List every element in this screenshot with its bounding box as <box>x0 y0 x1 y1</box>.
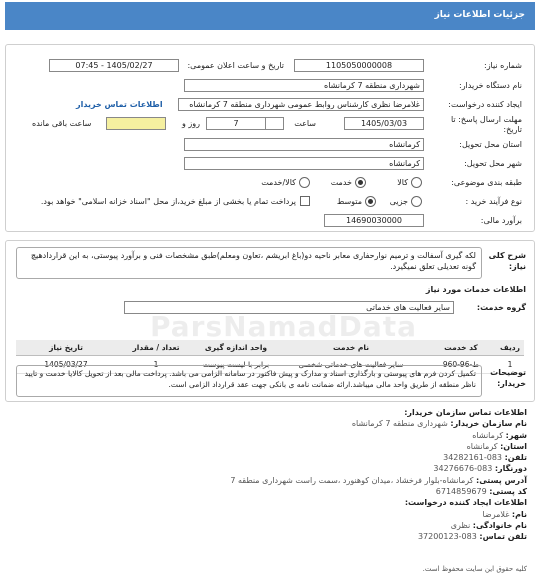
announce-date-label: تاریخ و ساعت اعلان عمومی: <box>187 61 284 70</box>
creator-last-name: نظری <box>450 520 471 530</box>
footer-copyright: کلیه حقوق این سایت محفوظ است. <box>422 565 527 573</box>
city-label: شهر محل تحویل: <box>464 159 522 168</box>
service-group-label: گروه خدمت: <box>476 303 526 312</box>
creator-first-name-label: نام: <box>511 509 527 519</box>
contact-address: کرمانشاه-بلوار فرخشاد ،میدان کوهنورد ،سمت راست شهرداری منطقه 7 <box>230 475 474 485</box>
creator-phone-label: تلفن تماس: <box>479 532 527 542</box>
contact-city-row <box>12 430 527 441</box>
watermark: ParsNamadData <box>150 310 417 343</box>
contact-info <box>12 407 527 543</box>
province-field: کرمانشاه <box>184 138 424 151</box>
procurement-radio-minor[interactable] <box>411 196 422 207</box>
creator-first-name-row <box>12 509 527 520</box>
category-radio-service[interactable] <box>355 177 366 188</box>
category-radio-goods[interactable] <box>411 177 422 188</box>
contact-phone-row <box>12 452 527 463</box>
column-header-row-number: ردیف <box>496 340 524 356</box>
need-number-field: 1105050000008 <box>294 59 424 72</box>
cell-need-date: 1405/03/27 <box>16 356 116 374</box>
time-label: ساعت <box>294 119 316 128</box>
contact-phone-label: تلفن: <box>504 453 527 463</box>
details-panel <box>5 44 535 232</box>
buyer-notes-label: توضیحات خریدار: <box>490 368 526 388</box>
category-option-goods-service: کالا/خدمت <box>261 178 296 187</box>
procurement-option-medium: متوسط <box>336 197 362 206</box>
contact-province: کرمانشاه <box>466 441 498 451</box>
description-label: شرح کلی نیاز: <box>488 251 526 271</box>
treasury-payment-checkbox[interactable] <box>300 196 310 206</box>
column-header-service-name: نام خدمت <box>276 340 426 356</box>
page-header <box>5 2 535 30</box>
buyer-org-field: شهرداری منطقه 7 کرمانشاه <box>184 79 424 92</box>
contact-org-label: نام سازمان خریدار: <box>450 419 527 429</box>
procurement-label: نوع فرآیند خرید : <box>465 197 522 206</box>
buyer-contact-link[interactable]: اطلاعات تماس خریدار <box>76 100 163 109</box>
payment-note: پرداخت تمام یا بخشی از مبلغ خرید،از محل "اسناد خزانه اسلامی" خواهد بود. <box>40 197 296 206</box>
description-box: لکه گیری آسفالت و ترمیم نوارحفاری معابر ناحیه دو(باغ ابریشم ،تعاون ومعلم)طبق مشخصات فنی و برآورد پیوستی، به این قراردادهیچ گونه تعدیلی تعلق نمیگیرد. <box>16 247 482 279</box>
cell-service-code: ط-96-960 <box>426 356 496 374</box>
contact-address-label: آدرس پستی: <box>476 475 527 485</box>
province-label: استان محل تحویل: <box>459 140 522 149</box>
column-header-need-date: تاریخ نیاز <box>16 340 116 356</box>
remaining-label: ساعت باقی مانده <box>32 119 92 128</box>
creator-title: اطلاعات ایجاد کننده درخواست: <box>404 498 527 508</box>
column-header-service-code: کد خدمت <box>426 340 496 356</box>
cell-row-number: 1 <box>496 356 524 374</box>
contact-province-label: استان: <box>500 441 527 451</box>
city-field: کرمانشاه <box>184 157 424 170</box>
cell-service-name: سایر فعالیت های خدماتی شخصی <box>276 356 426 374</box>
contact-fax-label: دورنگار: <box>494 464 527 474</box>
deadline-label: مهلت ارسال پاسخ: تا تاریخ: <box>450 115 522 134</box>
creator-last-name-row <box>12 520 527 531</box>
contact-org-row <box>12 418 527 429</box>
contact-postal: 6714859679 <box>435 487 487 497</box>
category-radio-goods-service[interactable] <box>299 177 310 188</box>
category-label: طبقه بندی موضوعی: <box>451 178 522 187</box>
contact-postal-row <box>12 486 527 497</box>
contact-fax-row <box>12 463 527 474</box>
contact-address-row <box>12 475 527 486</box>
deadline-date-field: 1405/03/03 <box>344 117 424 130</box>
cell-quantity: 1 <box>116 356 196 374</box>
contact-phone: 083-34282161 <box>443 453 503 463</box>
announce-date-field: 1405/02/27 - 07:45 <box>49 59 179 72</box>
procurement-option-minor: جزیی <box>389 197 408 206</box>
column-header-quantity: تعداد / مقدار <box>116 340 196 356</box>
cell-unit: برابر با لیست پیوست <box>196 356 276 374</box>
buyer-notes-box: تکمیل کردن فرم های پیوستی و بارگذاری اسناد و مدارک و پیش فاکتور در سامانه الزامی می باشد. پرداخت مالی بعد از تحویل کالایا خدمت و تایید ناظر منطقه از طریق واحد مالی میباشد.ارائه ضمانت نامه ی بانکی جهت عقد قرارداد الزامی است. <box>16 365 482 397</box>
services-section-title: اطلاعات خدمات مورد نیاز <box>425 285 526 294</box>
procurement-radio-medium[interactable] <box>365 196 376 207</box>
need-number-label: شماره نیاز: <box>484 61 522 70</box>
creator-phone: 083-37200123 <box>417 532 477 542</box>
contact-postal-label: کد پستی: <box>489 487 527 497</box>
column-header-unit: واحد اندازه گیری <box>196 340 276 356</box>
service-group-field: سایر فعالیت های خدماتی <box>124 301 454 314</box>
creator-last-name-label: نام خانوادگی: <box>472 520 527 530</box>
contact-fax: 083-34276676 <box>433 464 493 474</box>
contact-city: کرمانشاه <box>472 430 504 440</box>
days-remaining-field: 7 <box>206 117 266 130</box>
estimate-label: برآورد مالی: <box>480 216 522 225</box>
contact-org: شهرداری منطقه 7 کرمانشاه <box>351 419 448 429</box>
buyer-org-label: نام دستگاه خریدار: <box>459 81 522 90</box>
creator-first-name: غلامرضا <box>482 509 510 519</box>
estimate-field: 14690030000 <box>324 214 424 227</box>
days-label: روز و <box>182 119 200 128</box>
hours-remaining-field <box>106 117 166 130</box>
category-option-service: خدمت <box>330 178 352 187</box>
page-title: جزئیات اطلاعات نیاز <box>434 10 525 20</box>
requester-label: ایجاد کننده درخواست: <box>448 100 522 109</box>
creator-phone-row <box>12 531 527 542</box>
contact-city-label: شهر: <box>505 430 527 440</box>
requester-field: غلامرضا نظری کارشناس روابط عمومی شهرداری منطقه 7 کرمانشاه <box>178 98 424 111</box>
category-option-goods: کالا <box>397 178 408 187</box>
contact-title: اطلاعات تماس سازمان خریدار: <box>404 408 527 417</box>
contact-province-row <box>12 441 527 452</box>
